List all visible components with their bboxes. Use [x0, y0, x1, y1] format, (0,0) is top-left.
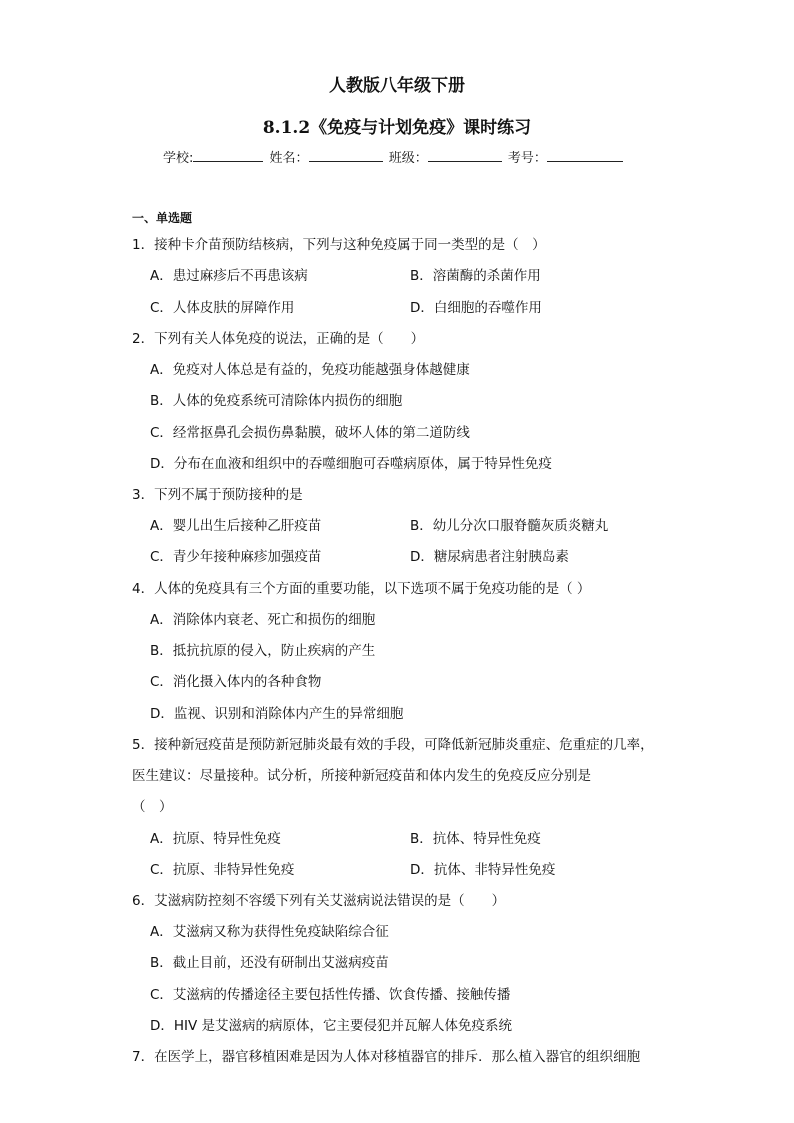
question-5-option-c: C．抗原、非特异性免疫: [150, 862, 295, 878]
school-label: 学校:: [163, 151, 194, 166]
question-6-option-a: A．艾滋病又称为获得性免疫缺陷综合征: [150, 924, 389, 940]
question-2-option-a: A．免疫对人体总是有益的，免疫功能越强身体越健康: [150, 362, 470, 378]
school-blank[interactable]: [193, 148, 263, 162]
question-7-stem: 7．在医学上，器官移植困难是因为人体对移植器官的排斥．那么植入器官的组织细胞: [132, 1049, 641, 1065]
class-blank[interactable]: [428, 148, 502, 162]
exam-number-blank[interactable]: [547, 148, 623, 162]
question-1-stem: 1．接种卡介苗预防结核病，下列与这种免疫属于同一类型的是（ ）: [132, 237, 546, 253]
question-5-stem-line-3: （ ）: [132, 799, 173, 815]
section-heading: 一、单选题: [132, 211, 193, 225]
question-4-option-a: A．消除体内衰老、死亡和损伤的细胞: [150, 612, 376, 628]
question-5-stem-line-2: 医生建议：尽量接种。试分析，所接种新冠疫苗和体内发生的免疫反应分别是: [132, 768, 591, 784]
question-4-stem: 4．人体的免疫具有三个方面的重要功能，以下选项不属于免疫功能的是（ ）: [132, 581, 591, 597]
question-5-option-b: B．抗体、特异性免疫: [410, 831, 541, 847]
question-2-option-d: D．分布在血液和组织中的吞噬细胞可吞噬病原体，属于特异性免疫: [150, 456, 552, 472]
student-info-line: [163, 147, 625, 166]
question-6-stem: 6．艾滋病防控刻不容缓下列有关艾滋病说法错误的是（ ）: [132, 893, 506, 909]
question-5-option-d: D．抗体、非特异性免疫: [410, 862, 556, 878]
exam-number-label: 考号：: [507, 151, 547, 166]
question-4-option-b: B．抵抗抗原的侵入，防止疾病的产生: [150, 643, 376, 659]
question-1-option-c: C．人体皮肤的屏障作用: [150, 300, 295, 316]
question-5-option-a: A．抗原、特异性免疫: [150, 831, 281, 847]
question-3-option-a: A．婴儿出生后接种乙肝疫苗: [150, 518, 322, 534]
question-4-option-d: D．监视、识别和消除体内产生的异常细胞: [150, 706, 404, 722]
question-6-option-b: B．截止目前，还没有研制出艾滋病疫苗: [150, 955, 389, 971]
class-label: 班级：: [388, 151, 428, 166]
name-blank[interactable]: [309, 148, 383, 162]
document-subtitle: 8.1.2《免疫与计划免疫》课时练习: [262, 118, 532, 138]
name-label: 姓名：: [269, 151, 309, 166]
question-6-option-d: D．HIV 是艾滋病的病原体，它主要侵犯并瓦解人体免疫系统: [150, 1018, 513, 1034]
question-1-option-b: B．溶菌酶的杀菌作用: [410, 268, 541, 284]
question-3-option-b: B．幼儿分次口服脊髓灰质炎糖丸: [410, 518, 609, 534]
question-2-stem: 2．下列有关人体免疫的说法，正确的是（ ）: [132, 331, 425, 347]
question-3-stem: 3．下列不属于预防接种的是: [132, 487, 303, 503]
question-6-option-c: C．艾滋病的传播途径主要包括性传播、饮食传播、接触传播: [150, 987, 511, 1003]
question-1-option-d: D．白细胞的吞噬作用: [410, 300, 542, 316]
question-3-option-c: C．青少年接种麻疹加强疫苗: [150, 549, 322, 565]
question-2-option-c: C．经常抠鼻孔会损伤鼻黏膜，破坏人体的第二道防线: [150, 425, 470, 441]
document-title: 人教版八年级下册: [329, 76, 465, 96]
question-2-option-b: B．人体的免疫系统可清除体内损伤的细胞: [150, 393, 403, 409]
question-1-option-a: A．患过麻疹后不再患该病: [150, 268, 308, 284]
question-4-option-c: C．消化摄入体内的各种食物: [150, 674, 322, 690]
question-5-stem-line-1: 5．接种新冠疫苗是预防新冠肺炎最有效的手段，可降低新冠肺炎重症、危重症的几率，: [132, 737, 654, 753]
question-3-option-d: D．糖尿病患者注射胰岛素: [410, 549, 569, 565]
